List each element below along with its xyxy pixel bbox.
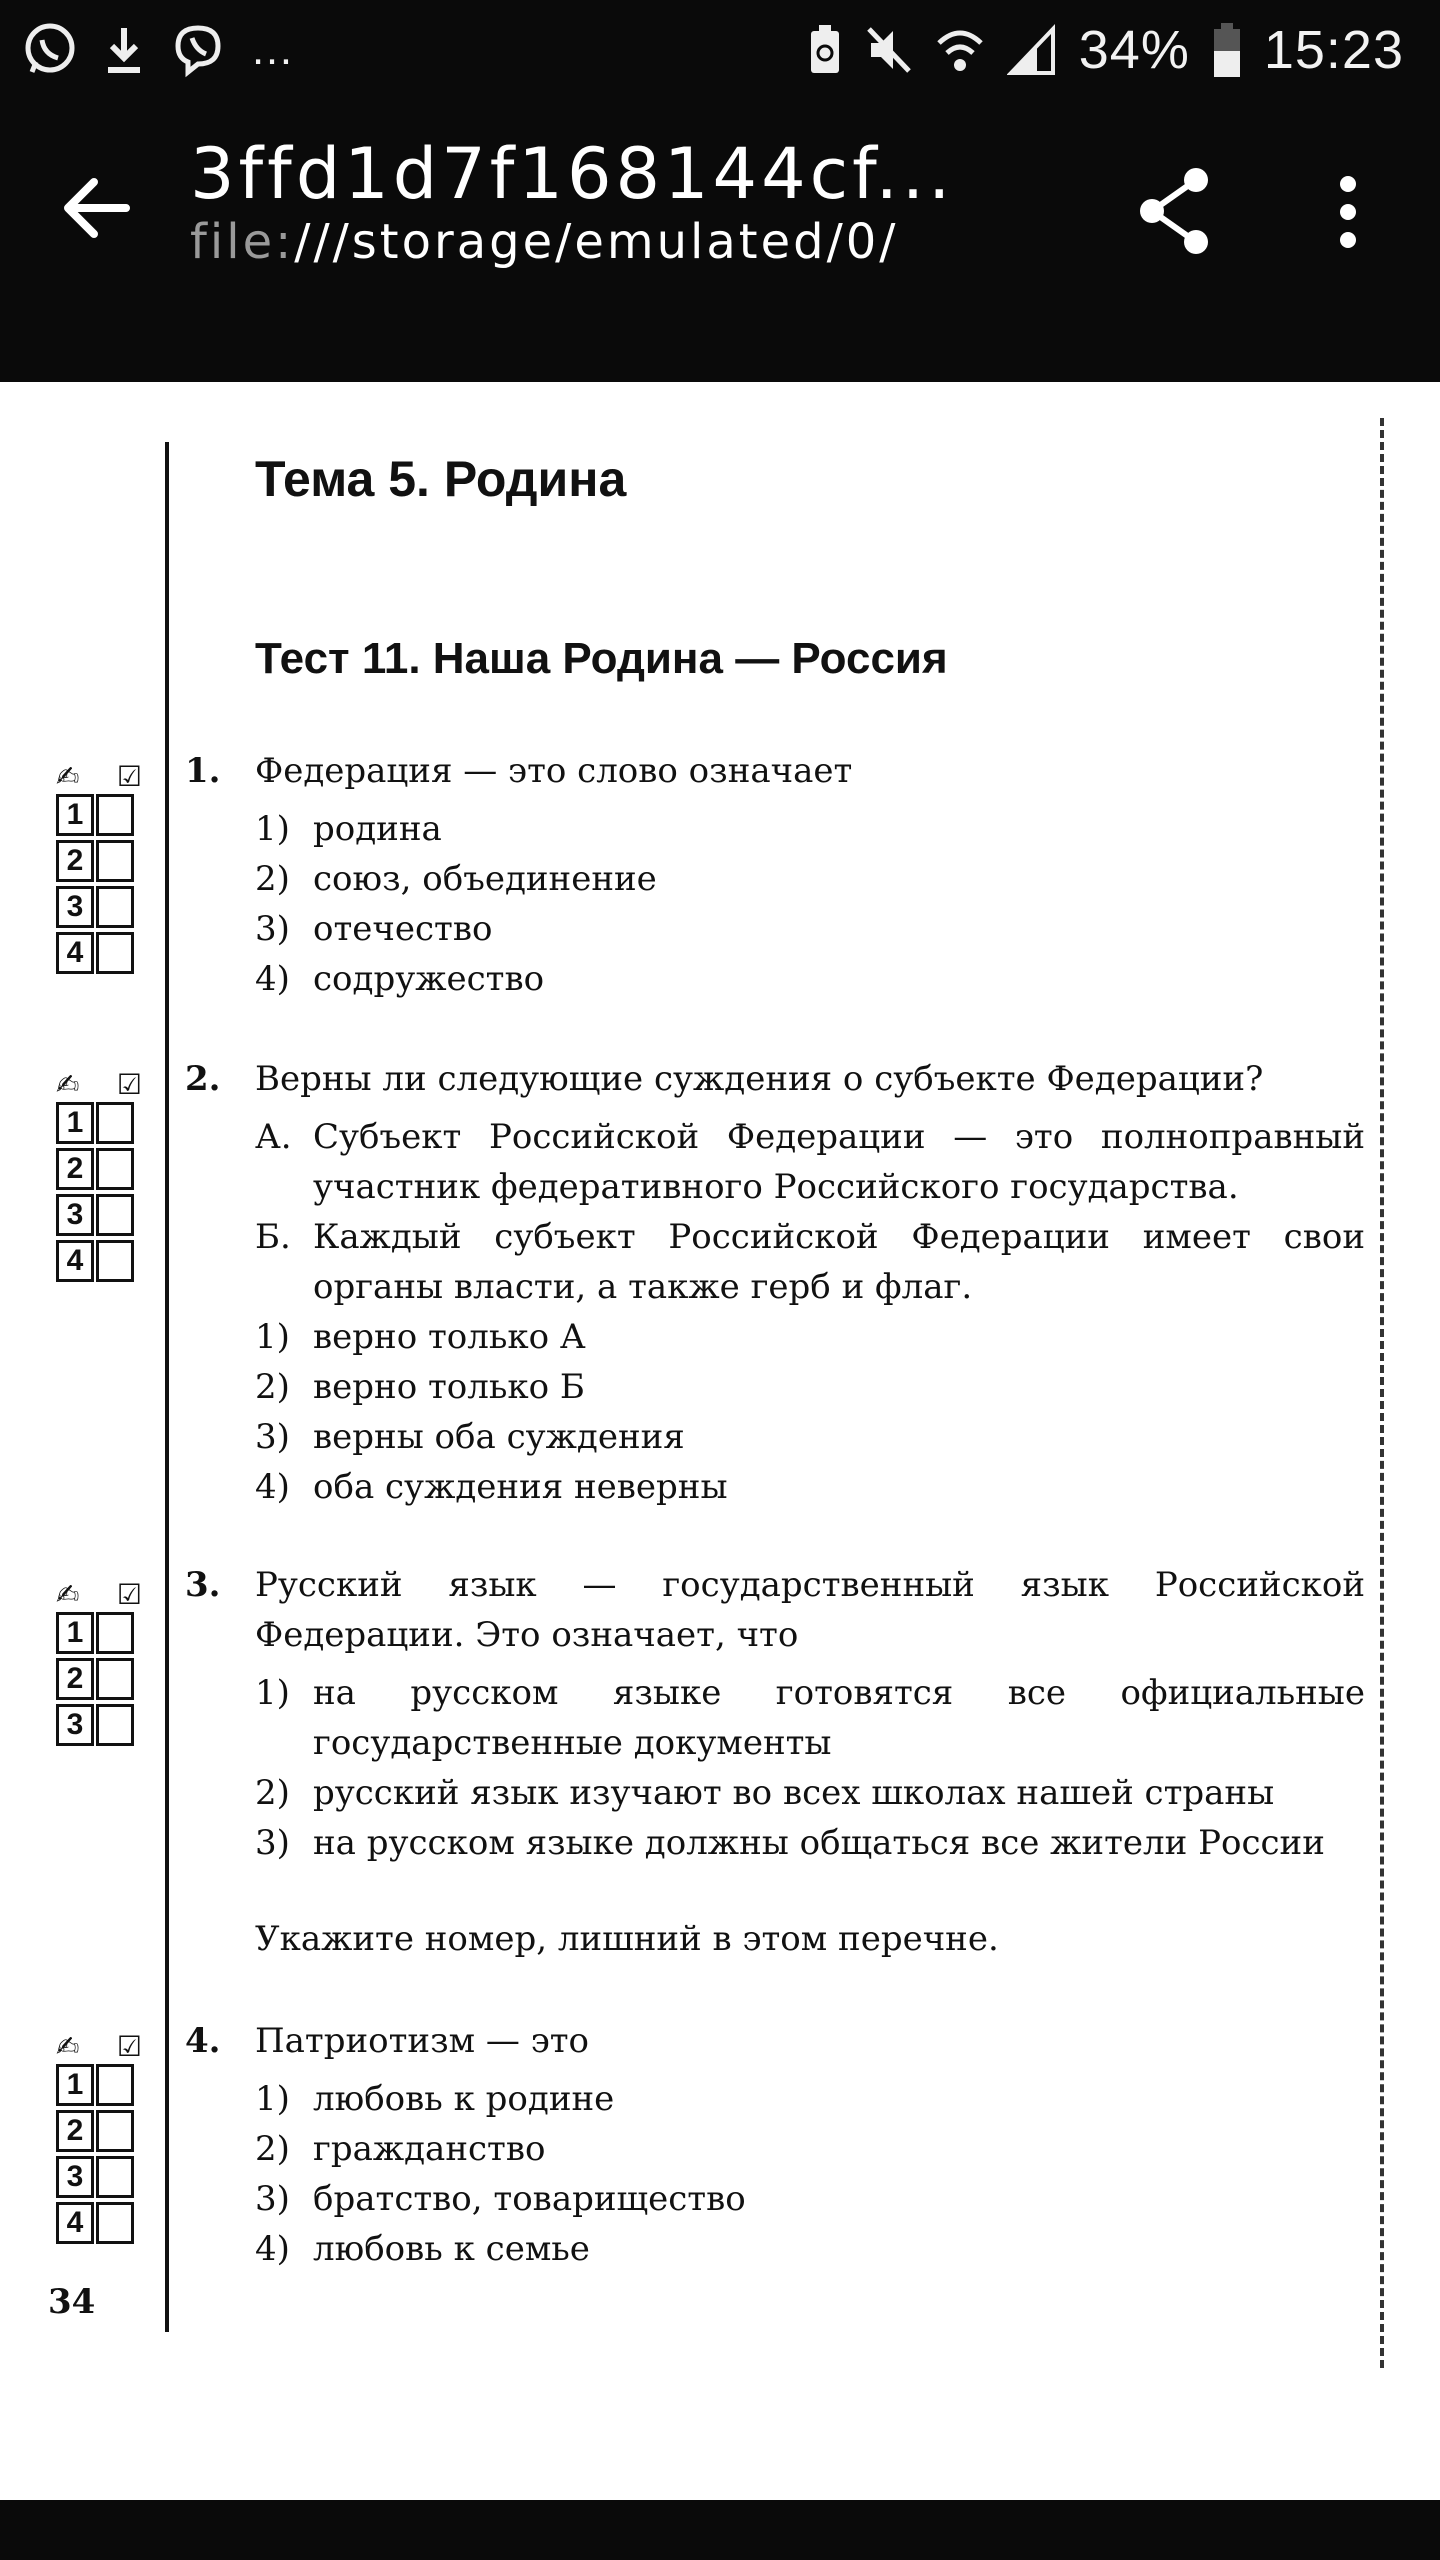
viber-icon (170, 22, 226, 78)
answer-sheet-4 (56, 2030, 142, 2248)
answer-cell-number: 2 (56, 1658, 94, 1700)
signal-icon (1007, 23, 1057, 77)
whatsapp-icon (22, 22, 78, 78)
question-number: 2. (185, 1059, 221, 1099)
status-overflow: … (250, 25, 294, 74)
question-number: 1. (185, 751, 221, 791)
answer-box[interactable] (96, 1658, 134, 1700)
answer-option: 1) родина (255, 809, 442, 849)
statement-a: А. Субъект Российской Федерации — это полноправный участник федеративного Российского государства. (255, 1117, 1365, 1207)
path-scheme: file: (190, 214, 295, 270)
bottom-bar (0, 2500, 1440, 2560)
statement-b: Б. Каждый субъект Российской Федерации имеет свои органы власти, а также герб и флаг. (255, 1217, 1365, 1307)
answer-option: 3) на русском языке должны общаться все жители России (255, 1823, 1325, 1863)
battery-icon (1212, 21, 1242, 79)
question-2 (185, 1054, 1365, 1512)
answer-option: 4) оба суждения неверны (255, 1467, 728, 1507)
checkbox-icon: ☑ (116, 1068, 142, 1101)
status-time: 15:23 (1263, 20, 1404, 80)
checkbox-icon: ☑ (116, 760, 142, 793)
answer-option: 2) русский язык изучают во всех школах нашей страны (255, 1773, 1275, 1813)
question-text: Русский язык — государственный язык Российской Федерации. Это означает, что (255, 1565, 1365, 1655)
question-note: Укажите номер, лишний в этом перечне. (255, 1919, 999, 1959)
document-path (190, 212, 954, 272)
answer-box[interactable] (96, 1148, 134, 1190)
answer-option: 3) братство, товарищество (255, 2179, 746, 2219)
answer-box[interactable] (96, 932, 134, 974)
answer-option: 4) содружество (255, 959, 545, 999)
more-vert-icon[interactable] (1320, 172, 1376, 252)
answer-box[interactable] (96, 840, 134, 882)
back-arrow-icon[interactable] (56, 168, 136, 248)
answer-box[interactable] (96, 794, 134, 836)
answer-box[interactable] (96, 1240, 134, 1282)
answer-cell-number: 4 (56, 932, 94, 974)
test-heading: Тест 11. Наша Родина — Россия (255, 634, 948, 683)
answer-cell-number: 3 (56, 2156, 94, 2198)
document-title: 3ffd1d7f168144cf... (190, 133, 955, 215)
battery-saver-icon (807, 23, 843, 77)
answer-box[interactable] (96, 1612, 134, 1654)
answer-box[interactable] (96, 1102, 134, 1144)
pencil-icon: ✍ (56, 2030, 80, 2063)
answer-cell-number: 2 (56, 2110, 94, 2152)
answer-box[interactable] (96, 1194, 134, 1236)
answer-option: 1) любовь к родине (255, 2079, 615, 2119)
path-rest: ///storage/emulated/0/ (294, 214, 899, 270)
answer-sheet-1 (56, 760, 142, 978)
checkbox-icon: ☑ (116, 2030, 142, 2063)
answer-cell-number: 2 (56, 840, 94, 882)
answer-option: 2) союз, объединение (255, 859, 657, 899)
page-number: 34 (48, 2282, 96, 2322)
pencil-icon: ✍ (56, 1068, 80, 1101)
answer-box[interactable] (96, 2064, 134, 2106)
question-number: 4. (185, 2021, 221, 2061)
answer-cell-number: 1 (56, 2064, 94, 2106)
pencil-icon: ✍ (56, 760, 80, 793)
pencil-icon: ✍ (56, 1578, 80, 1611)
answer-option: 1) на русском языке готовятся все официальные государственные документы (255, 1673, 1365, 1763)
download-icon (102, 22, 146, 78)
answer-cell-number: 2 (56, 1148, 94, 1190)
answer-box[interactable] (96, 886, 134, 928)
question-1 (185, 746, 1365, 1004)
answer-option: 4) любовь к семье (255, 2229, 590, 2269)
question-3 (185, 1560, 1365, 1964)
battery-percent: 34% (1078, 20, 1190, 80)
answer-cell-number: 1 (56, 1612, 94, 1654)
answer-box[interactable] (96, 1704, 134, 1746)
question-text: Федерация — это слово означает (255, 751, 853, 791)
answer-cell-number: 3 (56, 886, 94, 928)
share-icon[interactable] (1136, 166, 1216, 256)
answer-sheet-3 (56, 1578, 142, 1750)
wifi-icon (935, 23, 985, 77)
margin-rule (165, 442, 169, 2332)
answer-box[interactable] (96, 2202, 134, 2244)
question-text: Патриотизм — это (255, 2021, 590, 2061)
app-header (0, 0, 1440, 382)
answer-option: 1) верно только А (255, 1317, 586, 1357)
title-block (190, 133, 955, 272)
question-4 (185, 2016, 1365, 2274)
answer-option: 2) верно только Б (255, 1367, 585, 1407)
answer-cell-number: 4 (56, 1240, 94, 1282)
answer-box[interactable] (96, 2156, 134, 2198)
cut-line (1380, 418, 1384, 2368)
status-bar-left (22, 14, 294, 86)
answer-option: 3) верны оба суждения (255, 1417, 685, 1457)
answer-sheet-2 (56, 1068, 142, 1286)
answer-option: 2) гражданство (255, 2129, 546, 2169)
answer-cell-number: 1 (56, 1102, 94, 1144)
answer-cell-number: 1 (56, 794, 94, 836)
mute-icon (865, 23, 913, 77)
answer-box[interactable] (96, 2110, 134, 2152)
document-page[interactable] (0, 382, 1440, 2500)
answer-cell-number: 4 (56, 2202, 94, 2244)
checkbox-icon: ☑ (116, 1578, 142, 1611)
answer-cell-number: 3 (56, 1704, 94, 1746)
question-number: 3. (185, 1565, 221, 1605)
answer-cell-number: 3 (56, 1194, 94, 1236)
question-text: Верны ли следующие суждения о субъекте Федерации? (255, 1059, 1264, 1099)
answer-option: 3) отечество (255, 909, 493, 949)
status-bar-right (807, 14, 1404, 86)
topic-heading: Тема 5. Родина (255, 451, 627, 507)
